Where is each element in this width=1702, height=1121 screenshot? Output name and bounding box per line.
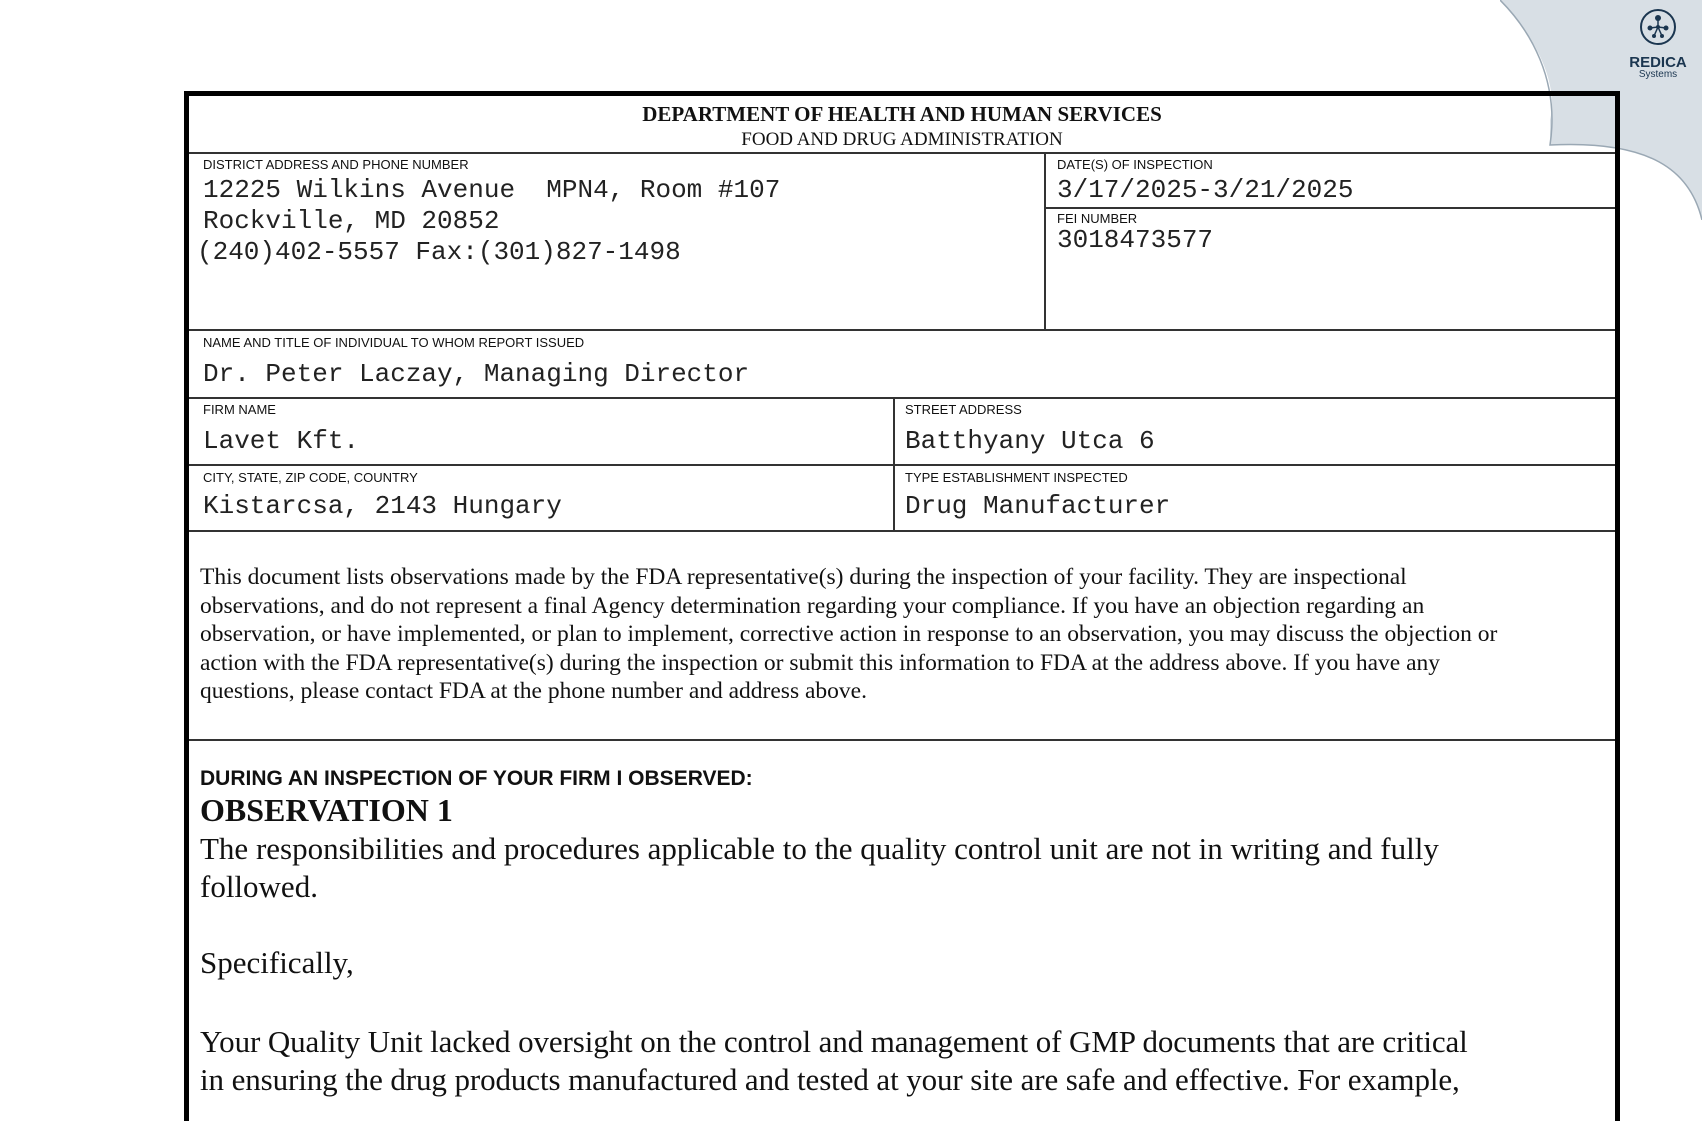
name-label: NAME AND TITLE OF INDIVIDUAL TO WHOM REPORT ISSUED [203,335,585,350]
dates-value: 3/17/2025-3/21/2025 [1057,175,1354,205]
rule-disclaimer [189,739,1615,741]
name-value: Dr. Peter Laczay, Managing Director [203,359,750,389]
rule-city [189,530,1615,532]
district-label: DISTRICT ADDRESS AND PHONE NUMBER [203,157,469,172]
detail-line: in ensuring the drug products manufactured and tested at your site are safe and effective. For example, [200,1062,1460,1097]
detail-line: Your Quality Unit lacked oversight on the control and management of GMP documents that are critical [200,1024,1468,1059]
department-heading: DEPARTMENT OF HEALTH AND HUMAN SERVICES [642,102,1162,126]
disclaimer-text [200,563,1497,706]
district-line-2: Rockville, MD 20852 [203,206,500,236]
street-value: Batthyany Utca 6 [905,426,1155,456]
disclaimer-line: questions, please contact FDA at the phone number and address above. [200,678,867,705]
agency-heading: FOOD AND DRUG ADMINISTRATION [741,129,1063,150]
logo-name: REDICA [1629,54,1687,71]
dates-label: DATE(S) OF INSPECTION [1057,157,1213,172]
observation-detail [200,1023,1468,1099]
rule-name [189,397,1615,399]
fei-value: 3018473577 [1057,225,1214,255]
rule-header [189,152,1615,154]
divider-district [1044,152,1046,329]
statement-line: followed. [200,869,318,904]
city-value: Kistarcsa, 2143 Hungary [203,491,562,521]
street-label: STREET ADDRESS [905,402,1022,417]
observations-lead: DURING AN INSPECTION OF YOUR FIRM I OBSERVED: [200,767,753,790]
type-value: Drug Manufacturer [905,491,1171,521]
rule-firm [189,464,1615,466]
divider-firm [893,397,895,530]
disclaimer-line: observation, or have implemented, or plan to implement, corrective action in response to an observation, you may discuss the objection or [200,621,1498,648]
observation-statement [200,830,1439,906]
disclaimer-line: This document lists observations made by the FDA representative(s) during the inspection of your facility. They are inspectional [200,564,1407,590]
type-label: TYPE ESTABLISHMENT INSPECTED [905,470,1128,485]
disclaimer-line: observations, and do not represent a final Agency determination regarding your compliance. If you have an objection regarding an [200,592,1425,619]
observation-title: OBSERVATION 1 [200,792,453,828]
specifically-text: Specifically, [200,945,354,980]
fei-label: FEI NUMBER [1057,211,1138,226]
rule-dates [1044,207,1615,209]
fda-483-form [184,91,1620,1121]
disclaimer-line: action with the FDA representative(s) during the inspection or submit this information to FDA at the address above. If you have any [200,649,1441,676]
redica-logo [1614,8,1702,80]
district-line-3: (240)402-5557 Fax:(301)827-1498 [197,237,681,267]
firm-value: Lavet Kft. [203,426,360,456]
rule-district [189,329,1615,331]
molecule-icon [1639,8,1677,46]
district-line-1: 12225 Wilkins Avenue MPN4, Room #107 [203,175,781,205]
city-label: CITY, STATE, ZIP CODE, COUNTRY [203,470,418,485]
statement-line: The responsibilities and procedures applicable to the quality control unit are not in writing and fully [200,831,1439,866]
logo-subtitle: Systems [1638,69,1678,80]
firm-label: FIRM NAME [203,402,276,417]
